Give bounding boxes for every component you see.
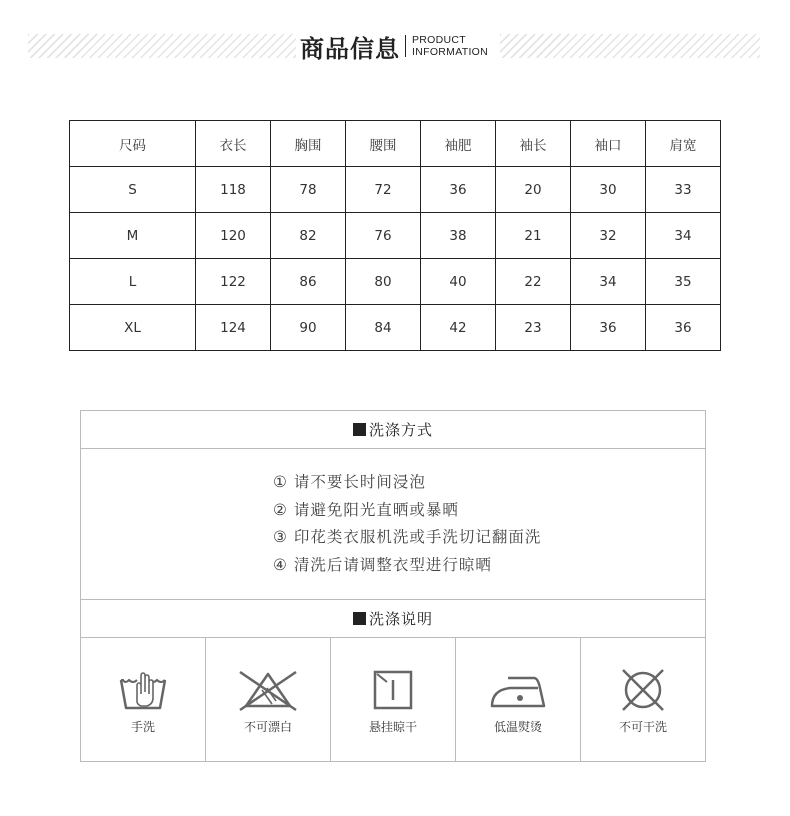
table-cell: 80 (346, 259, 421, 305)
wash-instructions-heading (81, 600, 705, 638)
table-cell: 82 (271, 213, 346, 259)
table-cell: 72 (346, 167, 421, 213)
table-cell: 84 (346, 305, 421, 351)
square-bullet-icon (353, 423, 366, 436)
table-cell: 34 (571, 259, 646, 305)
title-english (412, 34, 488, 58)
header-hatch-right (500, 34, 760, 58)
table-cell: 30 (571, 167, 646, 213)
table-cell: 22 (496, 259, 571, 305)
table-header-cell: 胸围 (271, 121, 346, 167)
table-cell: 36 (421, 167, 496, 213)
wash-method-list (81, 449, 705, 600)
table-header-cell: 肩宽 (646, 121, 721, 167)
care-label: 不可干洗 (618, 720, 667, 734)
table-cell: 120 (196, 213, 271, 259)
care-label: 不可漂白 (243, 720, 292, 734)
table-cell: 23 (496, 305, 571, 351)
care-label: 低温熨烫 (493, 720, 542, 734)
table-cell: 42 (421, 305, 496, 351)
table-cell: 76 (346, 213, 421, 259)
table-header-cell: 衣长 (196, 121, 271, 167)
wash-method-heading-text: 洗涤方式 (368, 421, 433, 439)
care-label: 手洗 (130, 720, 155, 734)
care-item-low-iron (456, 638, 581, 761)
hang-dry-icon (363, 668, 423, 712)
table-cell: XL (70, 305, 196, 351)
table-header-cell: 袖肥 (421, 121, 496, 167)
table-row (70, 305, 721, 351)
table-cell: 32 (571, 213, 646, 259)
care-item-hang-dry (331, 638, 456, 761)
table-cell: 90 (271, 305, 346, 351)
table-cell: 36 (571, 305, 646, 351)
table-cell: 33 (646, 167, 721, 213)
list-item: ② 请避免阳光直晒或暴晒 (273, 500, 459, 519)
care-icons-row (81, 638, 705, 761)
table-cell: 78 (271, 167, 346, 213)
header-title (300, 28, 500, 64)
care-item-no-dry-clean (581, 638, 705, 761)
square-bullet-icon (353, 612, 366, 625)
wash-method-heading (81, 411, 705, 449)
header-hatch-left (28, 34, 296, 58)
wash-box (80, 410, 706, 762)
list-item: ④ 清洗后请调整衣型进行晾晒 (273, 555, 492, 574)
title-english-line2: INFORMATION (412, 46, 489, 58)
wash-instructions-heading-text: 洗涤说明 (368, 610, 433, 628)
table-header-row (70, 121, 721, 167)
table-cell: 35 (646, 259, 721, 305)
title-chinese: 商品信息 (300, 34, 400, 63)
table-row (70, 259, 721, 305)
table-cell: 20 (496, 167, 571, 213)
title-separator (405, 35, 406, 57)
hand-wash-icon (113, 668, 173, 712)
table-cell: 124 (196, 305, 271, 351)
table-cell: 21 (496, 213, 571, 259)
no-dry-clean-icon (613, 668, 673, 712)
table-row (70, 213, 721, 259)
list-item: ① 请不要长时间浸泡 (273, 473, 426, 491)
table-row (70, 167, 721, 213)
table-cell: 86 (271, 259, 346, 305)
table-cell: 40 (421, 259, 496, 305)
table-header-cell: 尺码 (70, 121, 196, 167)
care-item-no-bleach (206, 638, 331, 761)
table-cell: 118 (196, 167, 271, 213)
title-english-line1: PRODUCT (412, 34, 467, 46)
table-cell: 34 (646, 213, 721, 259)
table-cell: S (70, 167, 196, 213)
low-iron-icon (488, 668, 548, 712)
table-cell: 122 (196, 259, 271, 305)
list-item: ③ 印花类衣服机洗或手洗切记翻面洗 (273, 528, 542, 546)
section-header (28, 28, 760, 64)
table-header-cell: 袖长 (496, 121, 571, 167)
table-header-cell: 袖口 (571, 121, 646, 167)
care-label: 悬挂晾干 (368, 720, 417, 734)
size-table (69, 120, 721, 351)
table-cell: 38 (421, 213, 496, 259)
no-bleach-icon (238, 668, 298, 712)
table-cell: M (70, 213, 196, 259)
table-header-cell: 腰围 (346, 121, 421, 167)
table-cell: L (70, 259, 196, 305)
care-item-hand-wash (81, 638, 206, 761)
table-cell: 36 (646, 305, 721, 351)
